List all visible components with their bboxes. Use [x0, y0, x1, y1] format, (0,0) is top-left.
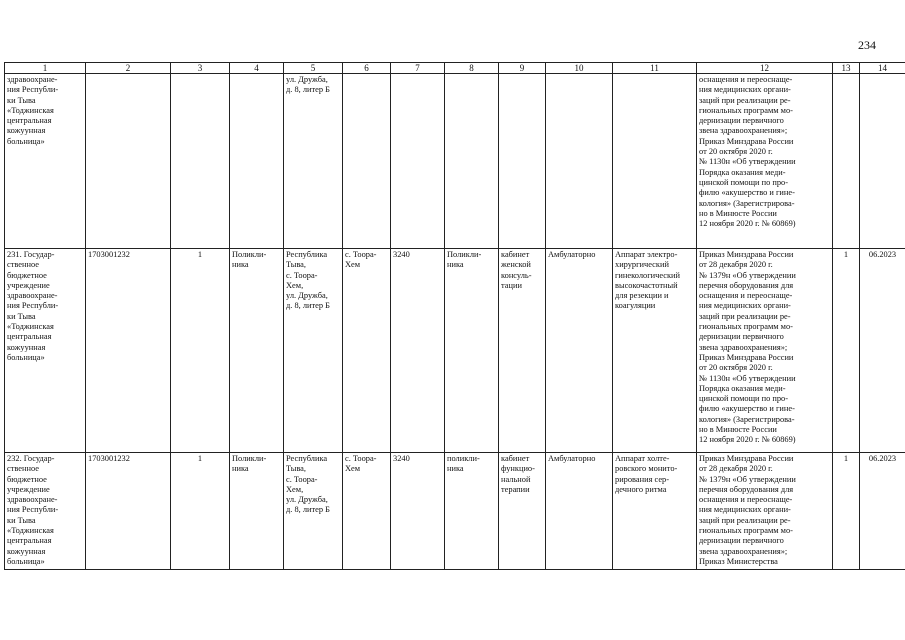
cell-unit-type: Поликли- ника — [230, 453, 284, 570]
cell-address: ул. Дружба, д. 8, литер Б — [284, 74, 343, 249]
cell-equipment — [613, 74, 697, 249]
cell-care-mode — [546, 74, 613, 249]
cell-date: 06.2023 — [860, 249, 905, 453]
header-cell: 7 — [391, 63, 445, 74]
cell-quantity: 1 — [833, 249, 860, 453]
header-cell: 10 — [546, 63, 613, 74]
cell-institution: 232. Государ- ственное бюджетное учреждение здравоохране- ния Республи- ки Тыва «Тоджинская центральная кожуунная больница» — [5, 453, 86, 570]
cell-department — [445, 74, 499, 249]
cell-code: 3240 — [391, 249, 445, 453]
header-cell: 2 — [86, 63, 171, 74]
cell-care-mode: Амбулаторно — [546, 249, 613, 453]
cell-col3 — [171, 74, 230, 249]
cell-equipment: Аппарат холте- ровского монито- рирования сер- дечного ритма — [613, 453, 697, 570]
header-cell: 13 — [833, 63, 860, 74]
cell-cabinet: кабинет функцио- нальной терапии — [499, 453, 546, 570]
header-cell: 14 — [860, 63, 905, 74]
cell-legal-basis: Приказ Минздрава России от 28 декабря 2020 г. № 1379н «Об утверждении перечня оборудования для оснащения и переоснаще- ния медицинских органи- заций при реализации ре- гиональных программ мо- дернизации первичного звена здравоохранения»; Приказ Министерства — [697, 453, 833, 570]
cell-address: Республика Тыва, с. Тоора- Хем, ул. Дружба, д. 8, литер Б — [284, 249, 343, 453]
header-cell: 4 — [230, 63, 284, 74]
cell-care-mode: Амбулаторно — [546, 453, 613, 570]
cell-department: поликли- ника — [445, 453, 499, 570]
cell-cabinet: кабинет женской консуль- тации — [499, 249, 546, 453]
cell-settlement — [343, 74, 391, 249]
header-cell: 5 — [284, 63, 343, 74]
header-cell: 3 — [171, 63, 230, 74]
cell-unit-type — [230, 74, 284, 249]
cell-date — [860, 74, 905, 249]
header-cell: 12 — [697, 63, 833, 74]
equipment-table — [4, 62, 905, 570]
header-cell: 1 — [5, 63, 86, 74]
cell-cabinet — [499, 74, 546, 249]
cell-col3: 1 — [171, 453, 230, 570]
cell-unit-type: Поликли- ника — [230, 249, 284, 453]
cell-inn: 1703001232 — [86, 249, 171, 453]
cell-settlement: с. Тоора- Хем — [343, 249, 391, 453]
cell-legal-basis: Приказ Минздрава России от 28 декабря 2020 г. № 1379н «Об утверждении перечня оборудования для оснащения и переоснаще- ния медицинских органи- заций при реализации ре- гиональных программ мо- дернизации первичного звена здравоохранения»; Приказ Минздрава России от 20 октября 2020 г. № 1130н «Об утверждении Порядка оказания меди- цинской помощи по про- филю «акушерство и гине- кология» (Зарегистрирова- но в Минюсте России 12 ноября 2020 г. № 60869) — [697, 249, 833, 453]
cell-inn — [86, 74, 171, 249]
cell-code — [391, 74, 445, 249]
header-row — [5, 63, 905, 74]
header-cell: 8 — [445, 63, 499, 74]
table-row-232 — [5, 453, 905, 570]
cell-settlement: с. Тоора- Хем — [343, 453, 391, 570]
cell-department: Поликли- ника — [445, 249, 499, 453]
table-row-continued — [5, 74, 905, 249]
cell-address: Республика Тыва, с. Тоора- Хем, ул. Дружба, д. 8, литер Б — [284, 453, 343, 570]
cell-quantity — [833, 74, 860, 249]
header-cell: 9 — [499, 63, 546, 74]
cell-quantity: 1 — [833, 453, 860, 570]
table-row-231 — [5, 249, 905, 453]
header-cell: 6 — [343, 63, 391, 74]
cell-institution: 231. Государ- ственное бюджетное учреждение здравоохране- ния Республи- ки Тыва «Тоджинская центральная кожуунная больница» — [5, 249, 86, 453]
cell-equipment: Аппарат электро- хирургический гинекологический высокочастотный для резекции и коагуляции — [613, 249, 697, 453]
cell-date: 06.2023 — [860, 453, 905, 570]
cell-code: 3240 — [391, 453, 445, 570]
header-cell: 11 — [613, 63, 697, 74]
cell-legal-basis: оснащения и переоснаще- ния медицинских органи- заций при реализации ре- гиональных программ мо- дернизации первичного звена здравоохранения»; Приказ Минздрава России от 20 октября 2020 г. № 1130н «Об утверждении Порядка оказания меди- цинской помощи по про- филю «акушерство и гине- кология» (Зарегистрирова- но в Минюсте России 12 ноября 2020 г. № 60869) — [697, 74, 833, 249]
page-number: 234 — [858, 38, 876, 52]
cell-institution: здравоохране- ния Республи- ки Тыва «Тоджинская центральная кожуунная больница» — [5, 74, 86, 249]
cell-inn: 1703001232 — [86, 453, 171, 570]
cell-col3: 1 — [171, 249, 230, 453]
